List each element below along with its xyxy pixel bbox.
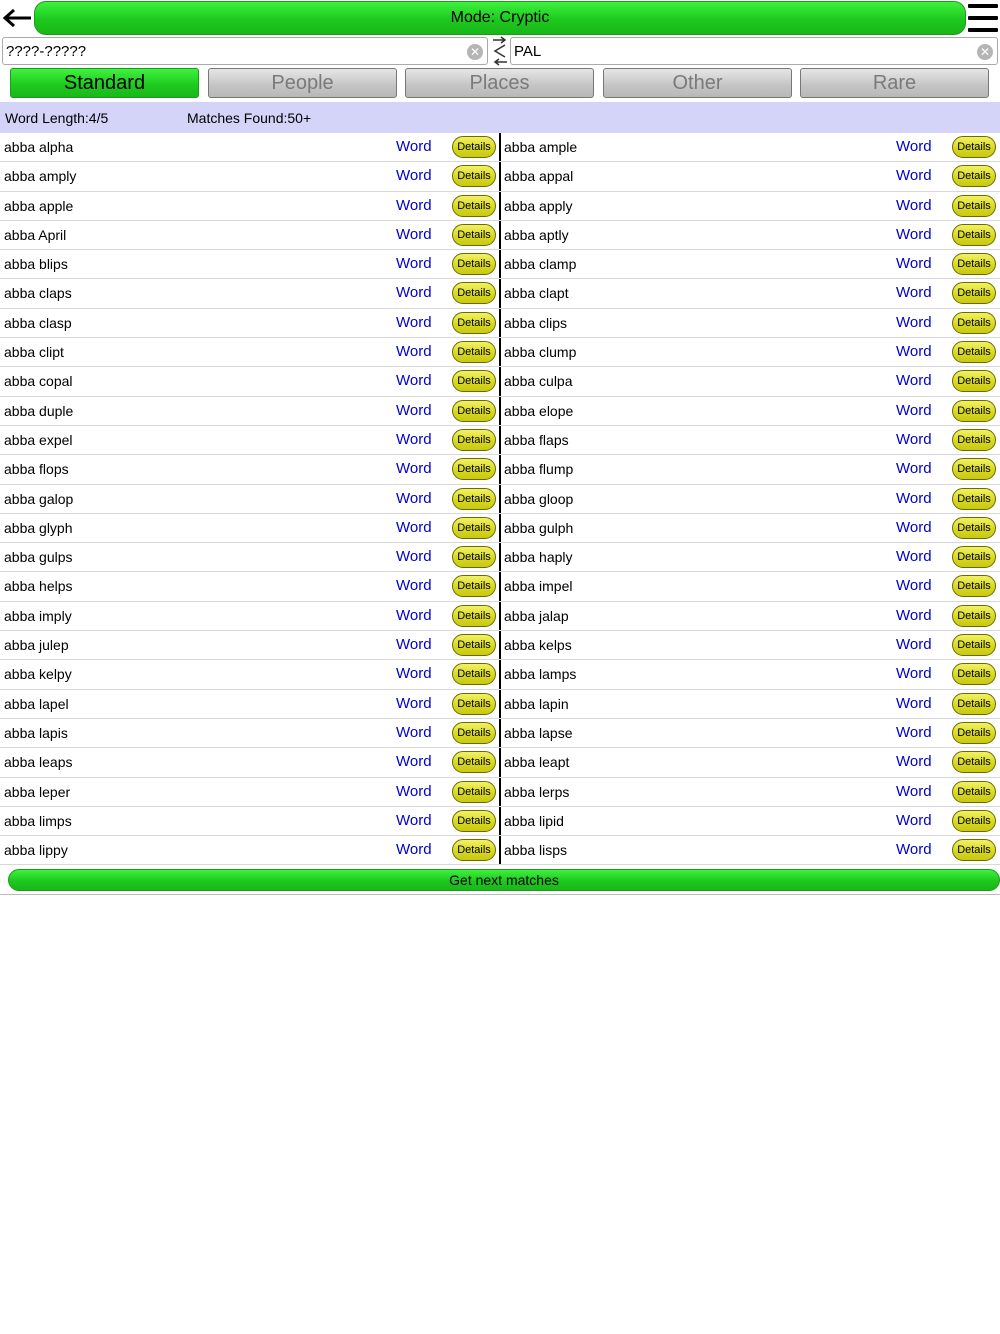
word-link[interactable]: Word — [396, 430, 432, 448]
result-phrase: abba culpa — [504, 373, 573, 390]
table-row — [0, 543, 1000, 572]
details-button[interactable]: Details — [452, 546, 496, 568]
details-button[interactable]: Details — [952, 195, 996, 217]
result-phrase: abba lerps — [504, 783, 570, 800]
word-link[interactable]: Word — [396, 548, 432, 566]
result-cell — [500, 514, 1000, 542]
details-button[interactable]: Details — [952, 605, 996, 627]
details-button[interactable]: Details — [952, 781, 996, 803]
result-phrase: abba impel — [504, 578, 573, 595]
word-link[interactable]: Word — [896, 225, 932, 243]
result-phrase: abba apply — [504, 197, 573, 214]
word-link[interactable]: Word — [896, 167, 932, 185]
details-button[interactable]: Details — [952, 546, 996, 568]
result-cell — [0, 807, 500, 835]
result-cell — [500, 602, 1000, 630]
table-row — [0, 426, 1000, 455]
result-cell — [500, 279, 1000, 307]
result-cell — [500, 250, 1000, 278]
result-cell — [0, 426, 500, 454]
result-cell — [0, 778, 500, 806]
swap-icon[interactable] — [490, 36, 510, 66]
result-cell — [500, 192, 1000, 220]
details-button[interactable]: Details — [452, 693, 496, 715]
result-cell — [0, 162, 500, 190]
result-phrase: abba lippy — [4, 842, 68, 859]
table-row — [0, 250, 1000, 279]
letters-input[interactable] — [511, 38, 997, 64]
details-button[interactable]: Details — [452, 605, 496, 627]
result-cell — [500, 807, 1000, 835]
table-row — [0, 660, 1000, 689]
word-link[interactable]: Word — [396, 811, 432, 829]
details-button[interactable]: Details — [452, 195, 496, 217]
result-cell — [500, 338, 1000, 366]
table-row — [0, 690, 1000, 719]
result-phrase: abba aptly — [504, 226, 569, 243]
result-phrase: abba leaps — [4, 754, 73, 771]
details-button[interactable]: Details — [952, 575, 996, 597]
word-link[interactable]: Word — [396, 636, 432, 654]
details-button[interactable]: Details — [952, 458, 996, 480]
clear-letters-icon[interactable]: ✕ — [977, 44, 993, 60]
result-phrase: abba julep — [4, 637, 69, 654]
result-cell — [0, 631, 500, 659]
table-row — [0, 338, 1000, 367]
word-link[interactable]: Word — [396, 577, 432, 595]
result-cell — [0, 309, 500, 337]
result-phrase: abba limps — [4, 812, 72, 829]
word-link[interactable]: Word — [896, 196, 932, 214]
tab-other[interactable]: Other — [603, 68, 792, 98]
result-phrase: abba gulph — [504, 519, 574, 536]
details-button[interactable]: Details — [952, 663, 996, 685]
table-row — [0, 279, 1000, 308]
result-cell — [0, 133, 500, 161]
result-phrase: abba glyph — [4, 519, 73, 536]
result-phrase: abba haply — [504, 549, 573, 566]
result-cell — [0, 455, 500, 483]
result-phrase: abba gloop — [504, 490, 574, 507]
letters-field-container — [510, 37, 998, 65]
word-link[interactable]: Word — [396, 694, 432, 712]
details-button[interactable]: Details — [952, 370, 996, 392]
word-link[interactable]: Word — [896, 401, 932, 419]
result-phrase: abba appal — [504, 168, 574, 185]
tab-standard[interactable]: Standard — [10, 68, 199, 98]
word-link[interactable]: Word — [896, 489, 932, 507]
result-cell — [0, 221, 500, 249]
pattern-input[interactable] — [3, 38, 487, 64]
result-cell — [500, 572, 1000, 600]
result-phrase: abba lapis — [4, 724, 68, 741]
word-link[interactable]: Word — [896, 138, 932, 155]
mode-label: Mode: Cryptic — [450, 9, 550, 26]
details-button[interactable]: Details — [452, 341, 496, 363]
word-link[interactable]: Word — [896, 284, 932, 302]
top-bar — [0, 0, 1000, 36]
results-list — [0, 133, 1000, 865]
details-button[interactable]: Details — [452, 429, 496, 451]
word-link[interactable]: Word — [896, 548, 932, 566]
result-cell — [500, 543, 1000, 571]
result-phrase: abba jalap — [504, 607, 569, 624]
result-cell — [500, 221, 1000, 249]
back-arrow-icon[interactable] — [0, 2, 34, 34]
result-phrase: abba claps — [4, 285, 72, 302]
result-phrase: abba helps — [4, 578, 73, 595]
word-link[interactable]: Word — [396, 841, 432, 859]
details-button[interactable]: Details — [452, 224, 496, 246]
details-button[interactable]: Details — [952, 634, 996, 656]
result-cell — [0, 748, 500, 776]
word-link[interactable]: Word — [896, 460, 932, 478]
word-link[interactable]: Word — [396, 782, 432, 800]
search-row — [0, 36, 1000, 66]
result-phrase: abba lisps — [504, 842, 568, 859]
details-button[interactable]: Details — [952, 400, 996, 422]
table-row — [0, 485, 1000, 514]
result-cell — [500, 836, 1000, 864]
details-button[interactable]: Details — [452, 253, 496, 275]
result-cell — [0, 485, 500, 513]
result-phrase: abba flops — [4, 461, 69, 478]
result-phrase: abba flaps — [504, 431, 569, 448]
result-cell — [500, 660, 1000, 688]
table-row — [0, 367, 1000, 396]
tab-people[interactable]: People — [208, 68, 397, 98]
result-cell — [500, 162, 1000, 190]
result-phrase: abba flump — [504, 461, 574, 478]
result-phrase: abba elope — [504, 402, 574, 419]
next-matches-row — [0, 866, 1000, 895]
word-link[interactable]: Word — [396, 723, 432, 741]
result-phrase: abba blips — [4, 256, 68, 273]
result-cell — [0, 836, 500, 864]
tab-rare[interactable]: Rare — [800, 68, 989, 98]
word-link[interactable]: Word — [896, 723, 932, 741]
details-button[interactable]: Details — [452, 282, 496, 304]
table-row — [0, 572, 1000, 601]
details-button[interactable]: Details — [952, 488, 996, 510]
result-phrase: abba apple — [4, 197, 74, 214]
table-row — [0, 836, 1000, 865]
details-button[interactable]: Details — [452, 751, 496, 773]
details-button[interactable]: Details — [952, 224, 996, 246]
result-phrase: abba clamp — [504, 256, 577, 273]
result-cell — [500, 397, 1000, 425]
word-link[interactable]: Word — [896, 636, 932, 654]
word-link[interactable]: Word — [396, 167, 432, 185]
word-link[interactable]: Word — [896, 255, 932, 273]
word-link[interactable]: Word — [396, 401, 432, 419]
table-row — [0, 133, 1000, 162]
result-phrase: abba duple — [4, 402, 74, 419]
result-cell — [0, 602, 500, 630]
result-cell — [500, 455, 1000, 483]
result-phrase: abba alpha — [4, 139, 74, 155]
details-button[interactable]: Details — [952, 839, 996, 861]
result-phrase: abba leper — [4, 783, 71, 800]
result-phrase: abba clasp — [4, 314, 72, 331]
details-button[interactable]: Details — [452, 165, 496, 187]
result-phrase: abba lapse — [504, 724, 573, 741]
result-cell — [0, 514, 500, 542]
result-cell — [0, 192, 500, 220]
table-row — [0, 748, 1000, 777]
table-row — [0, 631, 1000, 660]
result-phrase: abba clipt — [4, 344, 64, 361]
word-link[interactable]: Word — [896, 841, 932, 859]
table-row — [0, 778, 1000, 807]
result-phrase: abba copal — [4, 373, 73, 390]
result-cell — [0, 660, 500, 688]
word-link[interactable]: Word — [396, 665, 432, 683]
word-link[interactable]: Word — [896, 811, 932, 829]
result-cell — [500, 309, 1000, 337]
table-row — [0, 602, 1000, 631]
details-button[interactable]: Details — [452, 634, 496, 656]
result-cell — [0, 279, 500, 307]
word-link[interactable]: Word — [396, 255, 432, 273]
result-phrase: abba clump — [504, 344, 577, 361]
result-cell — [0, 338, 500, 366]
result-cell — [500, 719, 1000, 747]
details-button[interactable]: Details — [452, 488, 496, 510]
result-phrase: abba kelpy — [4, 666, 72, 683]
result-cell — [500, 133, 1000, 161]
result-phrase: abba lapin — [504, 695, 569, 712]
details-button[interactable]: Details — [452, 312, 496, 334]
result-cell — [0, 690, 500, 718]
hamburger-menu-icon[interactable] — [968, 4, 998, 32]
clear-pattern-icon[interactable]: ✕ — [467, 44, 483, 60]
result-cell — [500, 485, 1000, 513]
details-button[interactable]: Details — [452, 781, 496, 803]
result-cell — [500, 426, 1000, 454]
details-button[interactable]: Details — [452, 400, 496, 422]
word-link[interactable]: Word — [896, 343, 932, 361]
result-phrase: abba galop — [4, 490, 74, 507]
word-link[interactable]: Word — [896, 577, 932, 595]
result-cell — [0, 367, 500, 395]
result-phrase: abba lamps — [504, 666, 577, 683]
result-phrase: abba expel — [4, 431, 73, 448]
word-link[interactable]: Word — [896, 606, 932, 624]
result-phrase: abba leapt — [504, 754, 570, 771]
table-row — [0, 807, 1000, 836]
result-phrase: abba April — [4, 226, 67, 243]
result-phrase: abba imply — [4, 607, 72, 624]
word-length-text: Word Length:4/5 — [5, 109, 109, 126]
result-phrase: abba clips — [504, 314, 568, 331]
result-cell — [500, 631, 1000, 659]
tab-places[interactable]: Places — [405, 68, 594, 98]
word-link[interactable]: Word — [396, 489, 432, 507]
details-button[interactable]: Details — [952, 722, 996, 744]
table-row — [0, 221, 1000, 250]
result-phrase: abba lapel — [4, 695, 69, 712]
result-phrase: abba amply — [4, 168, 77, 185]
result-cell — [500, 778, 1000, 806]
details-button[interactable]: Details — [452, 458, 496, 480]
result-phrase: abba gulps — [4, 549, 73, 566]
word-link[interactable]: Word — [396, 460, 432, 478]
mode-button[interactable] — [34, 1, 966, 35]
details-button[interactable]: Details — [952, 517, 996, 539]
result-phrase: abba clapt — [504, 285, 569, 302]
details-button[interactable]: Details — [952, 253, 996, 275]
get-next-matches-button[interactable]: Get next matches — [8, 869, 1000, 891]
category-tabs — [0, 68, 1000, 100]
table-row — [0, 162, 1000, 191]
result-cell — [0, 719, 500, 747]
word-link[interactable]: Word — [396, 225, 432, 243]
word-link[interactable]: Word — [396, 138, 432, 155]
word-link[interactable]: Word — [896, 665, 932, 683]
table-row — [0, 192, 1000, 221]
result-cell — [500, 748, 1000, 776]
word-link[interactable]: Word — [896, 430, 932, 448]
details-button[interactable]: Details — [952, 136, 996, 158]
details-button[interactable]: Details — [452, 663, 496, 685]
details-button[interactable]: Details — [952, 165, 996, 187]
word-link[interactable]: Word — [396, 343, 432, 361]
details-button[interactable]: Details — [452, 722, 496, 744]
table-row — [0, 719, 1000, 748]
details-button[interactable]: Details — [452, 575, 496, 597]
details-button[interactable]: Details — [452, 839, 496, 861]
word-link[interactable]: Word — [896, 518, 932, 536]
table-row — [0, 514, 1000, 543]
word-link[interactable]: Word — [396, 753, 432, 771]
result-cell — [500, 690, 1000, 718]
details-button[interactable]: Details — [952, 693, 996, 715]
word-link[interactable]: Word — [896, 372, 932, 390]
result-phrase: abba kelps — [504, 637, 572, 654]
info-bar — [0, 102, 1000, 133]
details-button[interactable]: Details — [952, 341, 996, 363]
result-cell — [500, 367, 1000, 395]
details-button[interactable]: Details — [452, 370, 496, 392]
details-button[interactable]: Details — [952, 282, 996, 304]
table-row — [0, 455, 1000, 484]
result-cell — [0, 543, 500, 571]
word-link[interactable]: Word — [396, 196, 432, 214]
details-button[interactable]: Details — [952, 429, 996, 451]
details-button[interactable]: Details — [452, 517, 496, 539]
pattern-field-container — [2, 37, 488, 65]
details-button[interactable]: Details — [952, 810, 996, 832]
word-link[interactable]: Word — [896, 782, 932, 800]
details-button[interactable]: Details — [952, 312, 996, 334]
word-link[interactable]: Word — [396, 284, 432, 302]
result-cell — [0, 572, 500, 600]
word-link[interactable]: Word — [396, 372, 432, 390]
result-phrase: abba ample — [504, 139, 578, 155]
word-link[interactable]: Word — [896, 694, 932, 712]
word-link[interactable]: Word — [896, 313, 932, 331]
details-button[interactable]: Details — [452, 136, 496, 158]
word-link[interactable]: Word — [396, 313, 432, 331]
result-cell — [0, 397, 500, 425]
table-row — [0, 309, 1000, 338]
word-link[interactable]: Word — [396, 606, 432, 624]
table-row — [0, 397, 1000, 426]
matches-found-text: Matches Found:50+ — [187, 109, 312, 126]
word-link[interactable]: Word — [896, 753, 932, 771]
result-phrase: abba lipid — [504, 812, 564, 829]
details-button[interactable]: Details — [952, 751, 996, 773]
word-link[interactable]: Word — [396, 518, 432, 536]
details-button[interactable]: Details — [452, 810, 496, 832]
result-cell — [0, 250, 500, 278]
